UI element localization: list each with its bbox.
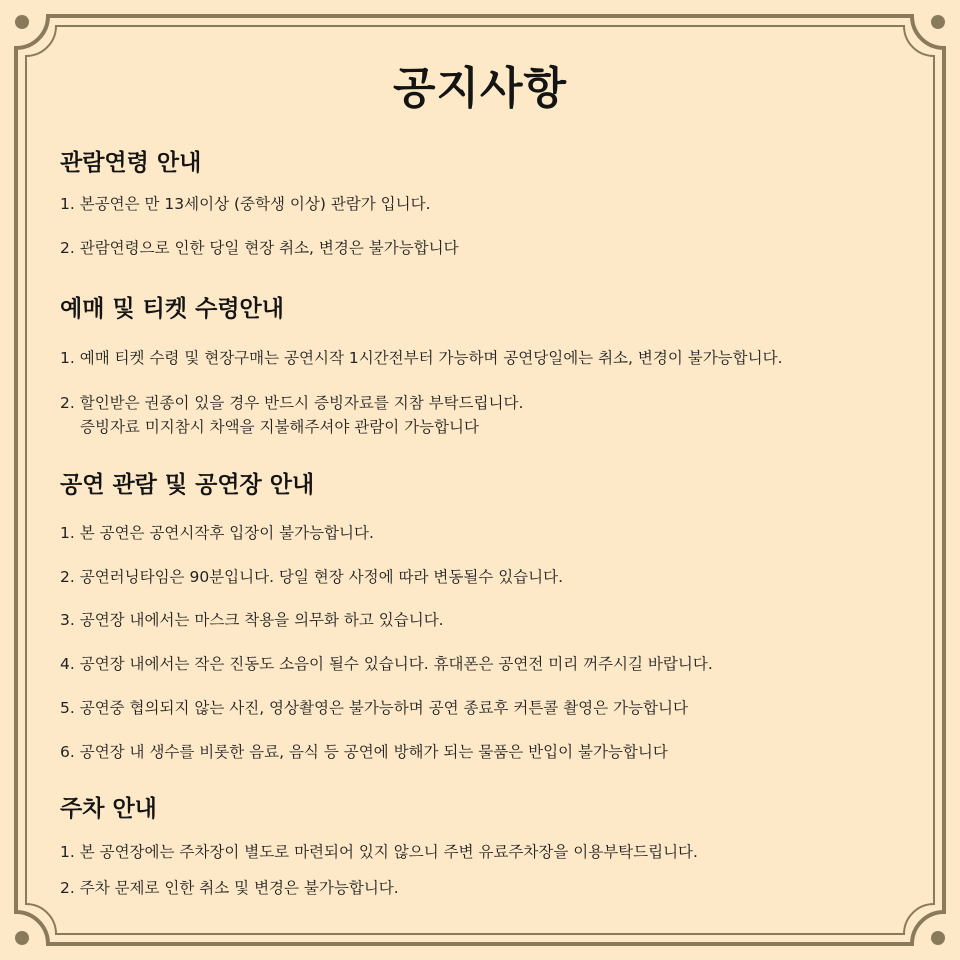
section-heading-ticket: 예매 및 티켓 수령안내 <box>60 296 284 322</box>
list-item: 1. 예매 티켓 수령 및 현장구매는 공연시작 1시간전부터 가능하며 공연당일에는 취소, 변경이 불가능합니다. <box>60 349 783 367</box>
section-heading-parking: 주차 안내 <box>60 796 157 822</box>
list-item: 5. 공연중 협의되지 않는 사진, 영상촬영은 불가능하며 공연 종료후 커튼콜 촬영은 가능합니다 <box>60 699 688 717</box>
section-heading-venue: 공연 관람 및 공연장 안내 <box>60 472 315 498</box>
list-item: 1. 본 공연장에는 주차장이 별도로 마련되어 있지 않으니 주변 유료주차장을 이용부탁드립니다. <box>60 843 698 861</box>
list-item <box>60 391 523 437</box>
section-heading-age: 관람연령 안내 <box>60 150 202 176</box>
list-item-continuation: 증빙자료 미지참시 차액을 지불해주셔야 관람이 가능합니다 <box>80 418 479 436</box>
corner-dot-icon <box>931 15 945 29</box>
list-item: 6. 공연장 내 생수를 비롯한 음료, 음식 등 공연에 방해가 되는 물품은 반입이 불가능합니다 <box>60 743 668 761</box>
list-item: 2. 공연러닝타임은 90분입니다. 당일 현장 사정에 따라 변동될수 있습니다. <box>60 568 564 586</box>
list-item: 2. 관람연령으로 인한 당일 현장 취소, 변경은 불가능합니다 <box>60 239 459 257</box>
list-item: 1. 본공연은 만 13세이상 (중학생 이상) 관람가 입니다. <box>60 195 431 213</box>
list-item: 4. 공연장 내에서는 작은 진동도 소음이 될수 있습니다. 휴대폰은 공연전 미리 꺼주시길 바랍니다. <box>60 655 713 673</box>
page-title: 공지사항 <box>392 63 567 114</box>
list-item: 2. 주차 문제로 인한 취소 및 변경은 불가능합니다. <box>60 879 399 897</box>
corner-dot-icon <box>15 931 29 945</box>
list-item-text: 2. 할인받은 권종이 있을 경우 반드시 증빙자료를 지참 부탁드립니다. <box>60 394 524 412</box>
corner-dot-icon <box>931 931 945 945</box>
list-item: 1. 본 공연은 공연시작후 입장이 불가능합니다. <box>60 524 374 542</box>
corner-dot-icon <box>15 15 29 29</box>
list-item: 3. 공연장 내에서는 마스크 착용을 의무화 하고 있습니다. <box>60 611 444 629</box>
